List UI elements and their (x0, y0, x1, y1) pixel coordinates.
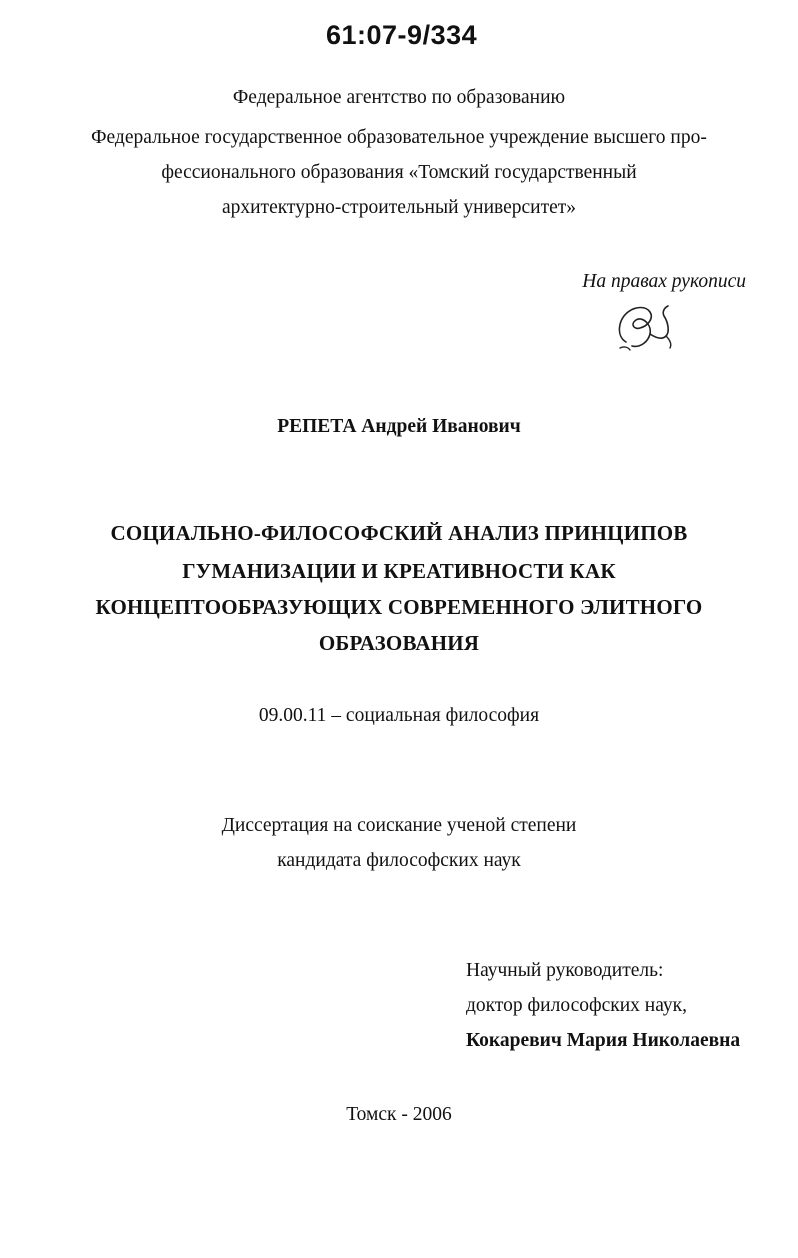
archive-stamp-number: 61:07-9/334 (326, 20, 478, 50)
signature-mark (612, 302, 674, 356)
organization-line: Федеральное государственное образовательное учреждение высшего про- (91, 127, 707, 148)
degree-line: Диссертация на соискание ученой степени (221, 815, 577, 836)
supervisor-name: Кокаревич Мария Николаевна (466, 1030, 741, 1051)
organization-line: Федеральное агентство по образованию (232, 87, 566, 108)
place-and-year: Томск - 2006 (346, 1104, 452, 1125)
title-line: КОНЦЕПТООБРАЗУЮЩИХ СОВРЕМЕННОГО ЭЛИТНОГО (95, 595, 703, 619)
organization-line: архитектурно-строительный университет» (221, 197, 577, 218)
supervisor-degree: доктор философских наук, (466, 995, 687, 1016)
manuscript-rights-note: На правах рукописи (582, 271, 746, 292)
supervisor-label: Научный руководитель: (466, 960, 664, 981)
title-line: ГУМАНИЗАЦИИ И КРЕАТИВНОСТИ КАК (182, 559, 616, 583)
degree-line: кандидата философских наук (277, 850, 521, 871)
specialty-code: 09.00.11 – социальная философия (258, 705, 540, 726)
title-line: СОЦИАЛЬНО-ФИЛОСОФСКИЙ АНАЛИЗ ПРИНЦИПОВ (110, 521, 688, 545)
title-line: ОБРАЗОВАНИЯ (318, 631, 480, 655)
organization-line: фессионального образования «Томский государственный (161, 162, 637, 183)
author-name: РЕПЕТА Андрей Иванович (277, 416, 521, 437)
